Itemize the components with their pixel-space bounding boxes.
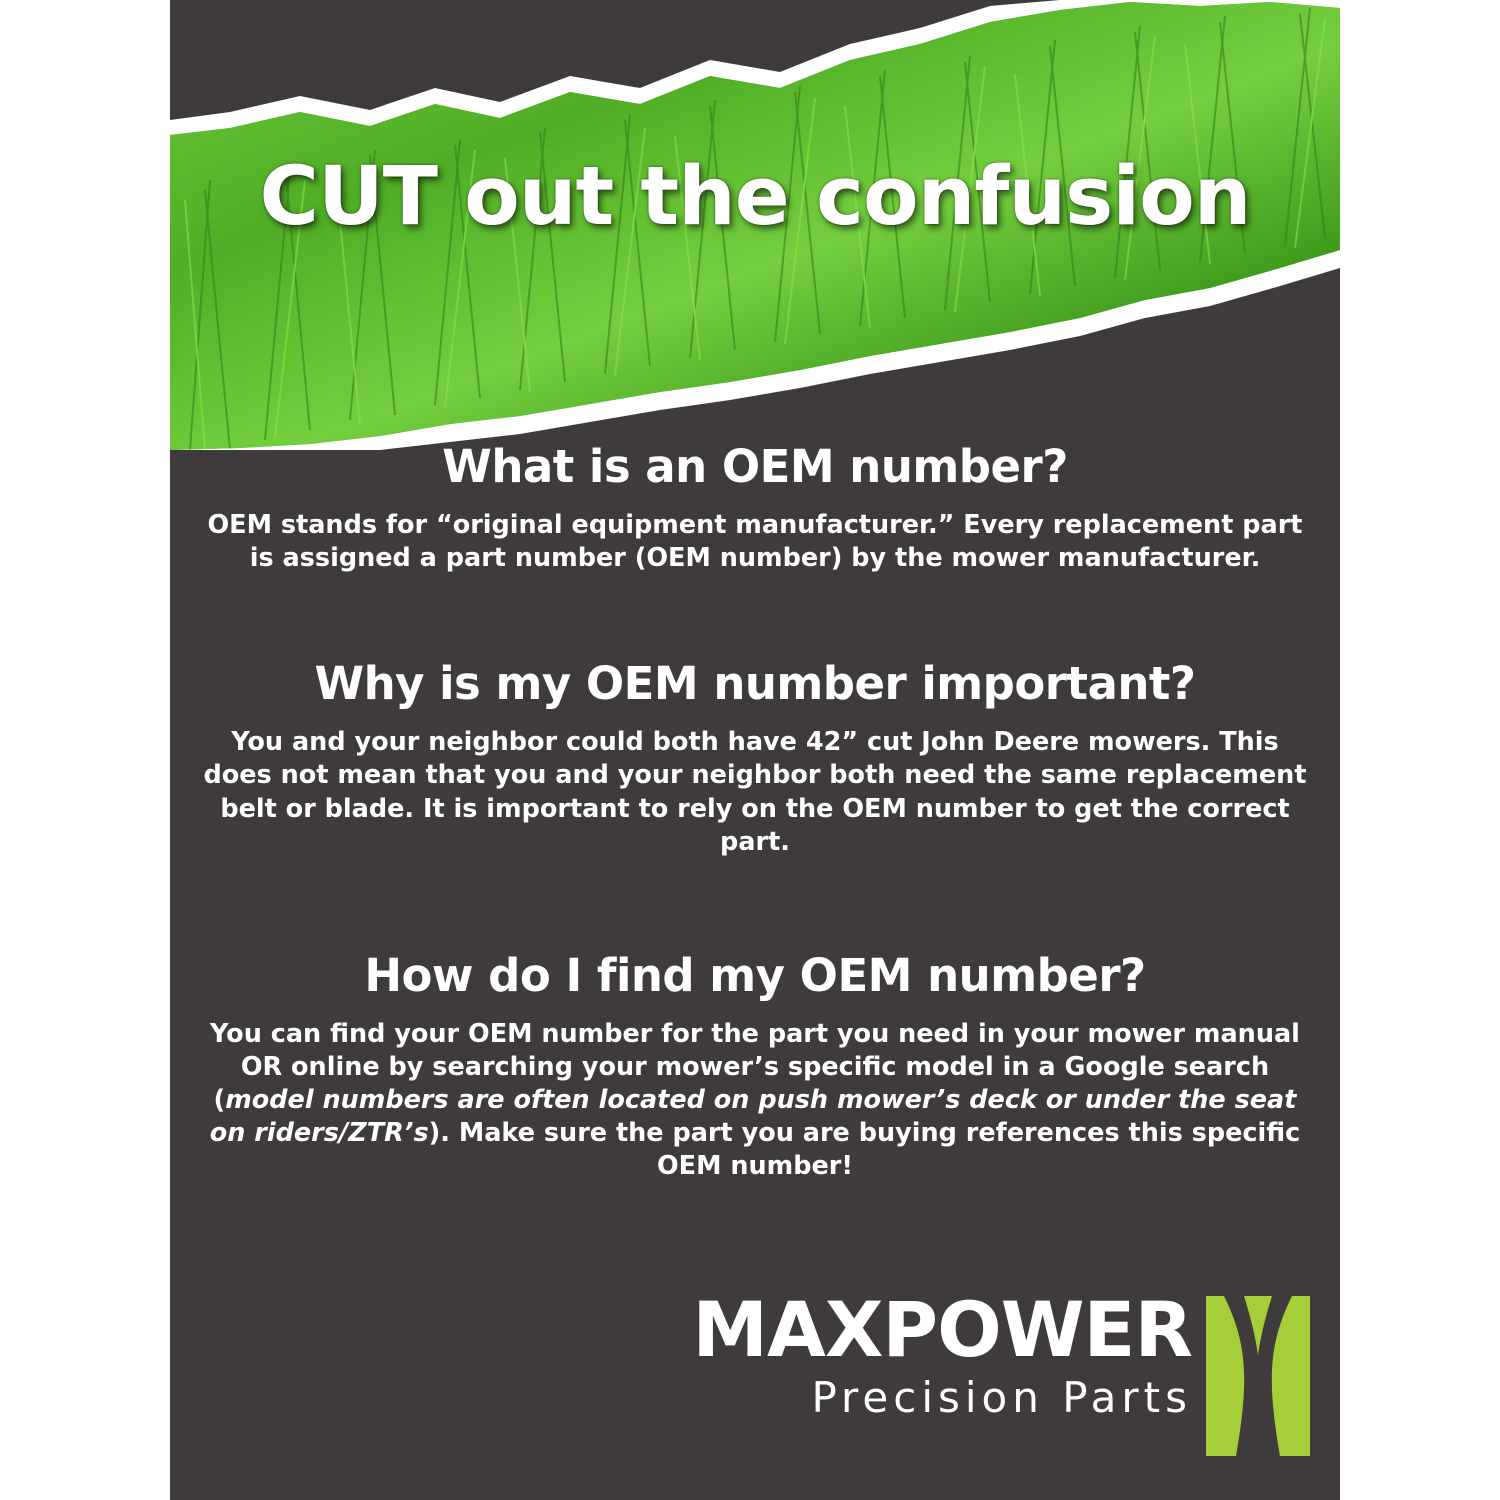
section-heading: How do I find my OEM number? [364,948,1146,1002]
logo-text-group [692,1285,1192,1422]
section-body: OEM stands for “original equipment manufacturer.” Every replacement part is assigned a part number (OEM number) by the mower manufacturer. [207,510,1303,574]
body-text-emphasis: model numbers are often located on push mower’s deck or under the seat on riders/ZTR’s [209,1085,1297,1149]
section-why-important [188,657,1322,859]
section-body [188,1018,1322,1184]
maxpower-logo [550,1285,1310,1462]
banner-title: CUT out the confusion [259,150,1251,244]
body-text-lead: You can find your OEM number for the part you need in your mower manual OR online by searching your mower’s specific model in a Google search ( [210,1018,1300,1116]
logo-wordmark: MAXPOWER [692,1285,1192,1374]
poster-content [170,440,1340,1194]
spacer [188,585,1322,657]
logo-tagline: Precision Parts [811,1373,1192,1422]
section-heading: Why is my OEM number important? [314,657,1196,711]
poster-canvas [170,0,1340,1500]
section-how-to-find [188,949,1322,1184]
section-heading: What is an OEM number? [442,440,1068,493]
spacer [188,869,1322,949]
section-body: You and your neighbor could both have 42” cut John Deere mowers. This does not mean that you and your neighbor both need the same replacement belt or blade. It is important to rely on the OEM number to get the correct part. [203,727,1307,857]
maxpower-x-mark-icon [1206,1296,1310,1456]
x-blade-shape [1206,1296,1310,1456]
section-what-is-oem [188,440,1322,575]
grass-banner [170,0,1340,450]
body-text-tail: ). Make sure the part you are buying references this specific OEM number! [428,1118,1301,1182]
